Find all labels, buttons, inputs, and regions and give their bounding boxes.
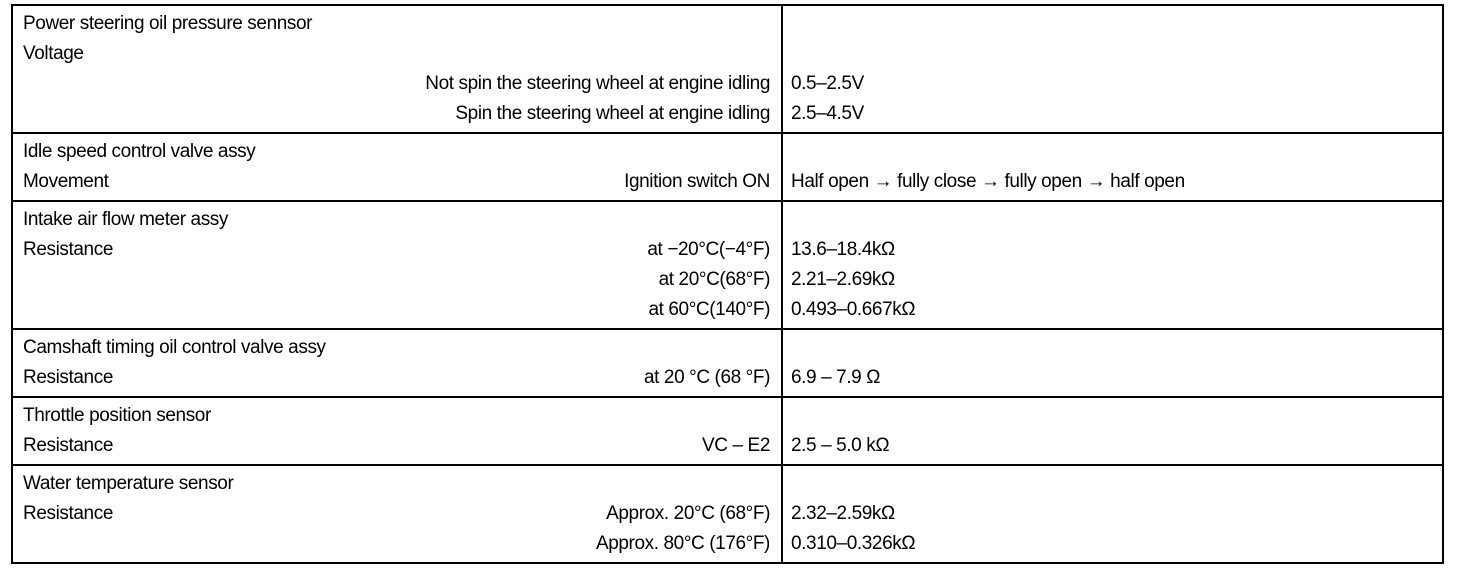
condition-label: Approx. 80°C (176°F) <box>595 533 770 554</box>
item-label: Movement <box>23 171 109 192</box>
item-label: Resistance <box>23 435 113 456</box>
spec-description-column <box>13 134 783 200</box>
spec-section-intake-air-flow-meter <box>13 200 1442 328</box>
spec-value: Half open → fully close → fully open → half open <box>791 171 1185 192</box>
spec-description-column <box>13 6 783 132</box>
spec-description-column <box>13 330 783 396</box>
spec-value: 6.9 – 7.9 Ω <box>791 367 881 388</box>
item-label: Resistance <box>23 239 113 260</box>
condition-label: at −20°C(−4°F) <box>647 239 770 260</box>
spec-description-column <box>13 398 783 464</box>
spec-section-throttle-position-sensor <box>13 396 1442 464</box>
condition-label: Spin the steering wheel at engine idling <box>455 103 770 124</box>
item-label: Resistance <box>23 367 113 388</box>
spec-value-column <box>783 398 1442 464</box>
section-title: Power steering oil pressure sennsor <box>23 13 313 34</box>
item-label: Resistance <box>23 503 113 524</box>
condition-label: at 20°C(68°F) <box>658 269 770 290</box>
section-title: Camshaft timing oil control valve assy <box>23 337 326 358</box>
spec-value-column <box>783 202 1442 328</box>
spec-value: 13.6–18.4kΩ <box>791 239 895 260</box>
spec-table <box>11 4 1444 564</box>
condition-label: at 60°C(140°F) <box>648 299 770 320</box>
spec-value-column <box>783 134 1442 200</box>
section-title: Water temperature sensor <box>23 473 234 494</box>
condition-label: Not spin the steering wheel at engine idling <box>425 73 770 94</box>
spec-section-idle-speed-control-valve <box>13 132 1442 200</box>
spec-description-column <box>13 466 783 562</box>
condition-label: at 20 °C (68 °F) <box>643 367 770 388</box>
spec-section-water-temperature-sensor <box>13 464 1442 562</box>
section-title: Throttle position sensor <box>23 405 211 426</box>
spec-value: 0.5–2.5V <box>791 73 864 94</box>
spec-value: 2.21–2.69kΩ <box>791 269 895 290</box>
spec-value: 0.493–0.667kΩ <box>791 299 916 320</box>
spec-value-column <box>783 6 1442 132</box>
section-title: Idle speed control valve assy <box>23 141 256 162</box>
condition-label: VC – E2 <box>702 435 770 456</box>
condition-label: Approx. 20°C (68°F) <box>606 503 770 524</box>
item-label: Voltage <box>23 43 84 64</box>
condition-label: Ignition switch ON <box>624 171 770 192</box>
spec-value: 2.5–4.5V <box>791 103 864 124</box>
spec-value-column <box>783 466 1442 562</box>
spec-section-camshaft-timing-valve <box>13 328 1442 396</box>
spec-value: 2.5 – 5.0 kΩ <box>791 435 890 456</box>
spec-description-column <box>13 202 783 328</box>
section-title: Intake air flow meter assy <box>23 209 229 230</box>
spec-section-power-steering-sensor <box>13 6 1442 132</box>
spec-value: 0.310–0.326kΩ <box>791 533 916 554</box>
spec-value: 2.32–2.59kΩ <box>791 503 895 524</box>
spec-value-column <box>783 330 1442 396</box>
